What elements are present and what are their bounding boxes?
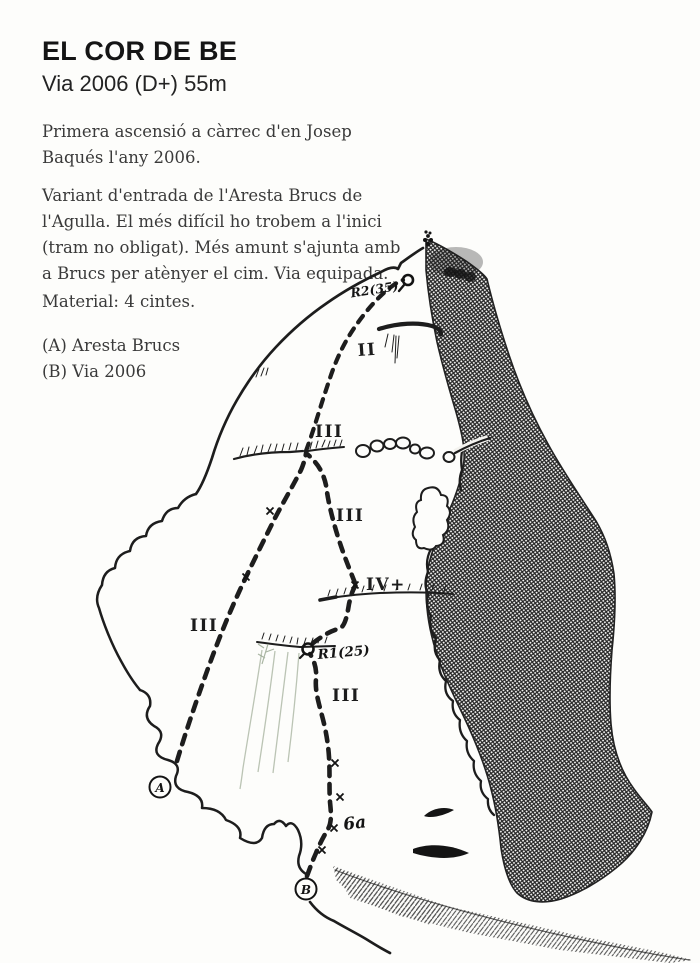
legend-item-a: (A) Aresta Brucs (42, 336, 181, 355)
grade-label-crux-mid: IV+ (366, 575, 406, 595)
rock-left-scallops (97, 494, 196, 690)
route-marker-b (296, 879, 317, 900)
anchor-r1-label: R1(25) (316, 642, 371, 663)
material-text: Material: 4 cintes. (42, 292, 196, 311)
mid-ledge-dark-end (320, 597, 336, 600)
route-a-dashed-line (177, 454, 306, 761)
page-title: EL COR DE BE (42, 36, 238, 66)
cave-shadow-long (413, 845, 469, 858)
roof-drip-lines (385, 334, 399, 363)
grade-label-boulder: 6a (342, 812, 368, 835)
route-description-line-3: (tram no obligat). Més amunt s'ajunta amb (42, 238, 401, 257)
route-b-lower-dashed-line (307, 654, 331, 876)
dark-scribble-3 (464, 272, 476, 282)
route-description-line-2: l'Agulla. El més difícil ho trobem a l'inici (42, 212, 382, 231)
first-ascent-line-1: Primera ascensió a càrrec d'en Josep (42, 122, 352, 141)
first-ascent-line-2: Baqués l'any 2006. (42, 148, 201, 167)
grade-label-aresta: III (190, 616, 219, 636)
route-b-mid-dashed-line (313, 585, 356, 643)
grade-label-below-r1: III (332, 686, 361, 706)
shaded-right-face (426, 239, 652, 902)
bush (413, 487, 450, 549)
anchor-r2-label: R2(35) (349, 278, 400, 301)
bolt-x-icons (243, 508, 359, 854)
main-ledge-right (308, 447, 344, 451)
route-marker-a (150, 777, 171, 798)
rock-base-after-b (310, 902, 390, 953)
ledge-boulders (356, 438, 455, 463)
scree-slope-dark-part (333, 866, 450, 925)
anchor-r2-ring-icon (399, 275, 413, 291)
route-description-line-1: Variant d'entrada de l'Aresta Brucs de (42, 186, 363, 205)
grade-label-pitch-top: II (356, 339, 378, 361)
dark-scribble-1 (444, 267, 456, 277)
roof-ledge (379, 324, 441, 334)
route-description-line-4: a Brucs per atènyer el cim. Via equipada. (42, 264, 389, 283)
cave-shadow-small (424, 808, 454, 817)
grade-label-pitch-upper: III (315, 422, 344, 442)
route-marker-b-label: B (300, 883, 312, 897)
main-ledge-left (234, 451, 303, 459)
legend-item-b: (B) Via 2006 (42, 362, 147, 381)
waterfall-streaks (240, 650, 299, 789)
route-marker-a-label: A (155, 781, 165, 795)
page-subtitle: Via 2006 (D+) 55m (42, 71, 227, 96)
grade-label-pitch-mid: III (336, 506, 365, 526)
